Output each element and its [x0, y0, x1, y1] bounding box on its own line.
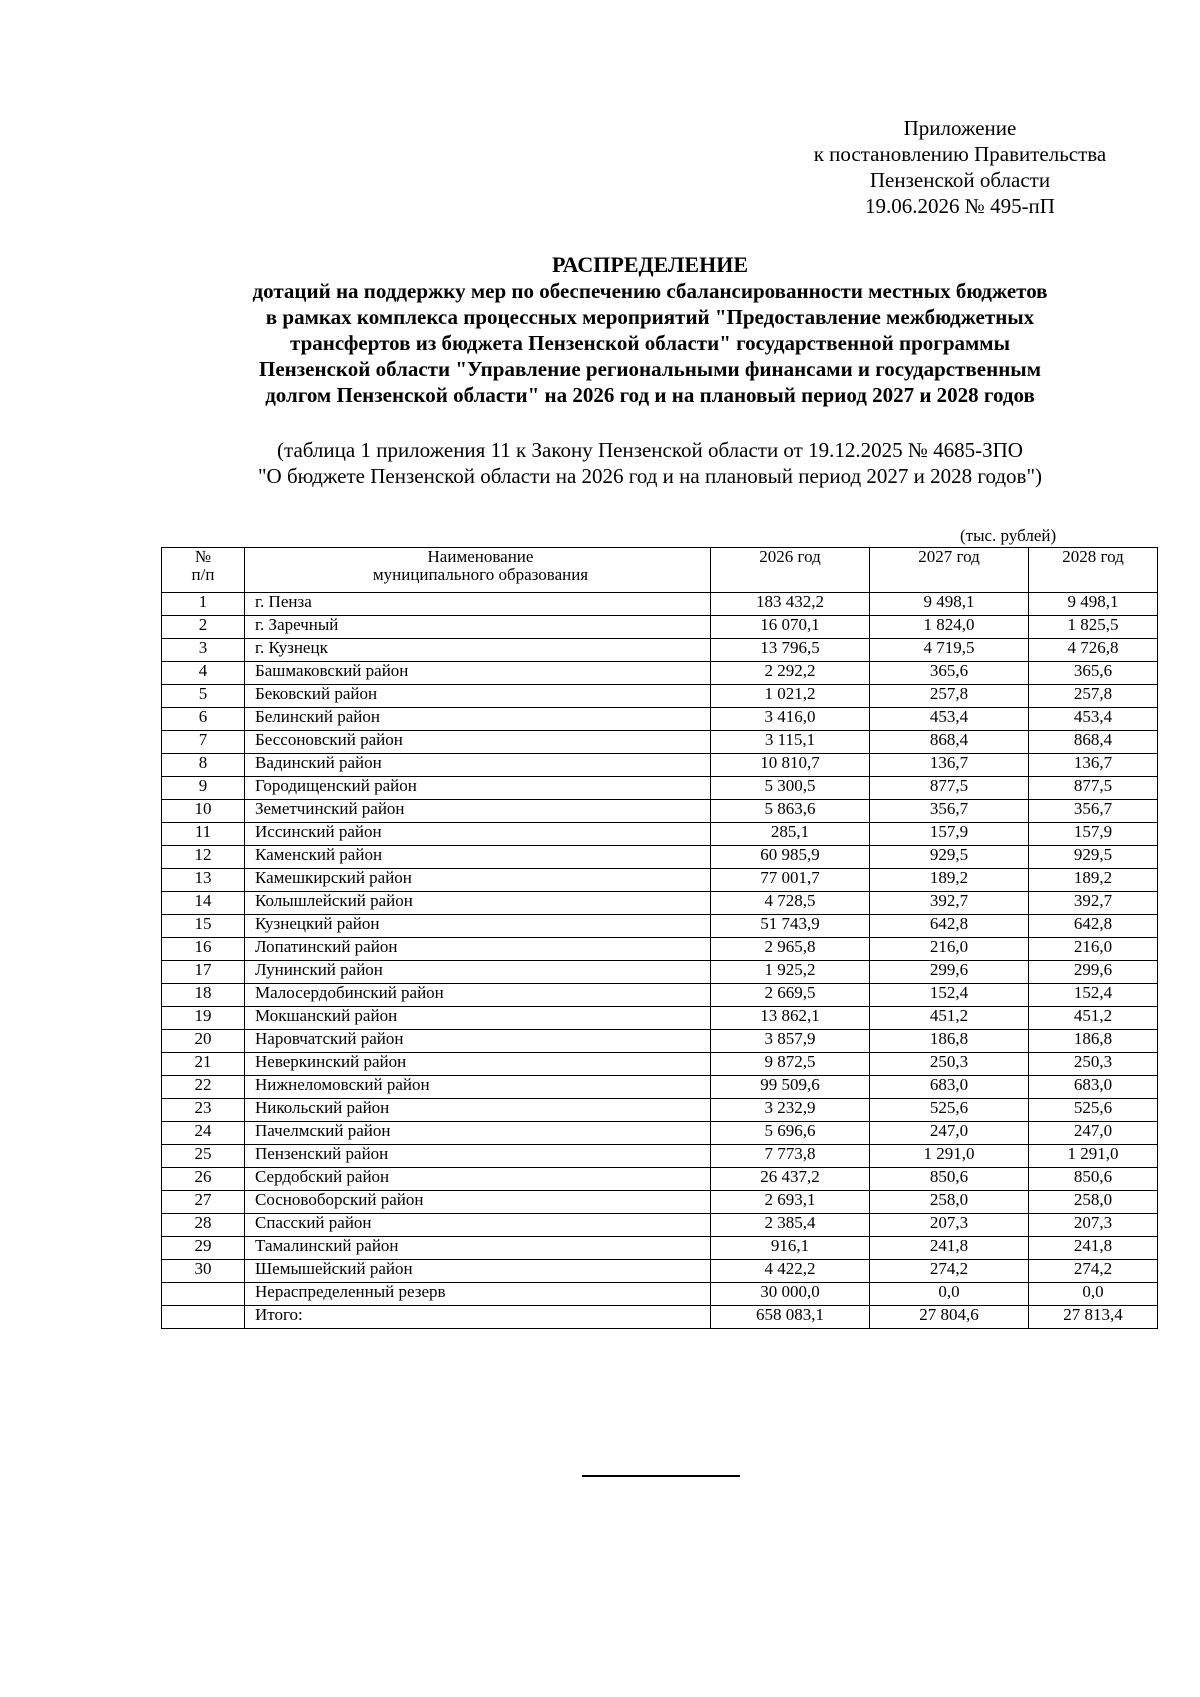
row-name-cell: Нераспределенный резерв	[245, 1283, 711, 1306]
row-name-cell: г. Пенза	[245, 593, 711, 616]
row-2026-cell: 99 509,6	[711, 1076, 870, 1099]
subtitle-line: дотаций на поддержку мер по обеспечению сбалансированности местных бюджетов	[252, 279, 1048, 303]
row-2028-cell: 877,5	[1029, 777, 1158, 800]
row-2026-cell: 285,1	[711, 823, 870, 846]
row-2027-cell: 929,5	[870, 846, 1029, 869]
table-row	[162, 869, 1158, 892]
row-name-cell: Каменский район	[245, 846, 711, 869]
row-number-cell: 2	[162, 616, 245, 639]
header-name	[245, 548, 711, 593]
row-2026-cell: 77 001,7	[711, 869, 870, 892]
row-2028-cell: 216,0	[1029, 938, 1158, 961]
row-2027-cell: 4 719,5	[870, 639, 1029, 662]
closing-rule	[582, 1475, 740, 1477]
units-label: (тыс. рублей)	[960, 526, 1057, 545]
row-2028-cell: 257,8	[1029, 685, 1158, 708]
table-row	[162, 1099, 1158, 1122]
table-row	[162, 754, 1158, 777]
row-2028-cell: 186,8	[1029, 1030, 1158, 1053]
row-name-cell: Итого:	[245, 1306, 711, 1329]
row-2027-cell: 1 824,0	[870, 616, 1029, 639]
row-name-cell: Колышлейский район	[245, 892, 711, 915]
row-2026-cell: 1 021,2	[711, 685, 870, 708]
header-name-line2: муниципального образования	[372, 565, 589, 584]
row-2026-cell: 4 728,5	[711, 892, 870, 915]
row-2028-cell: 392,7	[1029, 892, 1158, 915]
row-number-cell: 30	[162, 1260, 245, 1283]
row-name-cell: Бессоновский район	[245, 731, 711, 754]
row-2027-cell: 850,6	[870, 1168, 1029, 1191]
row-number-cell: 20	[162, 1030, 245, 1053]
row-2026-cell: 5 696,6	[711, 1122, 870, 1145]
row-2026-cell: 2 385,4	[711, 1214, 870, 1237]
row-number-cell: 5	[162, 685, 245, 708]
appendix-line: Приложение	[903, 116, 1017, 140]
row-2026-cell: 1 925,2	[711, 961, 870, 984]
row-number-cell: 24	[162, 1122, 245, 1145]
row-2026-cell: 13 796,5	[711, 639, 870, 662]
row-2026-cell: 10 810,7	[711, 754, 870, 777]
table-row	[162, 800, 1158, 823]
row-2028-cell: 0,0	[1029, 1283, 1158, 1306]
table-row	[162, 685, 1158, 708]
table-header-row	[162, 548, 1158, 593]
table-row	[162, 708, 1158, 731]
row-name-cell: Наровчатский район	[245, 1030, 711, 1053]
row-2026-cell: 4 422,2	[711, 1260, 870, 1283]
header-2028: 2028 год	[1029, 548, 1158, 593]
row-name-cell: Пензенский район	[245, 1145, 711, 1168]
row-2027-cell: 392,7	[870, 892, 1029, 915]
row-2028-cell: 136,7	[1029, 754, 1158, 777]
row-name-cell: Кузнецкий район	[245, 915, 711, 938]
row-number-cell: 1	[162, 593, 245, 616]
row-2028-cell: 4 726,8	[1029, 639, 1158, 662]
row-number-cell: 12	[162, 846, 245, 869]
row-2027-cell: 157,9	[870, 823, 1029, 846]
row-2027-cell: 451,2	[870, 1007, 1029, 1030]
row-2027-cell: 453,4	[870, 708, 1029, 731]
table-row	[162, 823, 1158, 846]
row-2028-cell: 642,8	[1029, 915, 1158, 938]
row-number-cell: 3	[162, 639, 245, 662]
row-name-cell: Шемышейский район	[245, 1260, 711, 1283]
table-row	[162, 1076, 1158, 1099]
row-2027-cell: 525,6	[870, 1099, 1029, 1122]
row-2026-cell: 2 292,2	[711, 662, 870, 685]
table-row	[162, 1007, 1158, 1030]
table-row	[162, 616, 1158, 639]
row-number-cell: 18	[162, 984, 245, 1007]
row-2027-cell: 207,3	[870, 1214, 1029, 1237]
reference-line: "О бюджете Пензенской области на 2026 год и на плановый период 2027 и 2028 годов")	[257, 464, 1043, 488]
row-2026-cell: 3 115,1	[711, 731, 870, 754]
row-number-cell: 17	[162, 961, 245, 984]
table-row	[162, 1030, 1158, 1053]
row-2026-cell: 3 232,9	[711, 1099, 870, 1122]
row-number-cell: 13	[162, 869, 245, 892]
subtitle-line: Пензенской области "Управление региональными финансами и государственным	[258, 357, 1041, 381]
table-row	[162, 938, 1158, 961]
row-name-cell: Вадинский район	[245, 754, 711, 777]
row-number-cell: 7	[162, 731, 245, 754]
row-2028-cell: 27 813,4	[1029, 1306, 1158, 1329]
table-row	[162, 915, 1158, 938]
row-number-cell: 11	[162, 823, 245, 846]
row-2028-cell: 189,2	[1029, 869, 1158, 892]
row-name-cell: Городищенский район	[245, 777, 711, 800]
row-number-cell: 6	[162, 708, 245, 731]
row-name-cell: Никольский район	[245, 1099, 711, 1122]
table-row	[162, 1053, 1158, 1076]
header-number	[162, 548, 245, 593]
law-reference	[150, 437, 1150, 489]
table-row	[162, 662, 1158, 685]
row-2027-cell: 250,3	[870, 1053, 1029, 1076]
row-number-cell: 14	[162, 892, 245, 915]
row-name-cell: Бековский район	[245, 685, 711, 708]
row-name-cell: Мокшанский район	[245, 1007, 711, 1030]
row-number-cell: 21	[162, 1053, 245, 1076]
table-row	[162, 1306, 1158, 1329]
row-2028-cell: 1 291,0	[1029, 1145, 1158, 1168]
table-body	[162, 593, 1158, 1329]
row-2028-cell: 299,6	[1029, 961, 1158, 984]
row-2028-cell: 157,9	[1029, 823, 1158, 846]
row-2027-cell: 189,2	[870, 869, 1029, 892]
row-2028-cell: 258,0	[1029, 1191, 1158, 1214]
row-name-cell: Пачелмский район	[245, 1122, 711, 1145]
document-title: РАСПРЕДЕЛЕНИЕ	[551, 252, 748, 277]
row-number-cell: 29	[162, 1237, 245, 1260]
row-name-cell: Сосновоборский район	[245, 1191, 711, 1214]
row-2026-cell: 2 965,8	[711, 938, 870, 961]
appendix-line: Пензенской области	[869, 168, 1051, 192]
table-row	[162, 1122, 1158, 1145]
row-number-cell: 8	[162, 754, 245, 777]
row-2028-cell: 356,7	[1029, 800, 1158, 823]
title-block	[150, 252, 1150, 408]
table-row	[162, 1191, 1158, 1214]
row-2027-cell: 9 498,1	[870, 593, 1029, 616]
header-2026: 2026 год	[711, 548, 870, 593]
row-2027-cell: 152,4	[870, 984, 1029, 1007]
row-name-cell: Неверкинский район	[245, 1053, 711, 1076]
header-2027: 2027 год	[870, 548, 1029, 593]
row-2028-cell: 1 825,5	[1029, 616, 1158, 639]
row-2027-cell: 683,0	[870, 1076, 1029, 1099]
row-2027-cell: 0,0	[870, 1283, 1029, 1306]
row-2026-cell: 183 432,2	[711, 593, 870, 616]
row-2028-cell: 525,6	[1029, 1099, 1158, 1122]
appendix-line: к постановлению Правительства	[813, 142, 1107, 166]
row-number-cell: 23	[162, 1099, 245, 1122]
row-number-cell: 28	[162, 1214, 245, 1237]
reference-line: (таблица 1 приложения 11 к Закону Пензенской области от 19.12.2025 № 4685-ЗПО	[277, 438, 1023, 462]
row-number-cell: 25	[162, 1145, 245, 1168]
row-number-cell: 4	[162, 662, 245, 685]
row-2027-cell: 1 291,0	[870, 1145, 1029, 1168]
header-name-line1: Наименование	[427, 547, 534, 566]
document-subtitle	[150, 278, 1150, 408]
table-row	[162, 892, 1158, 915]
row-2026-cell: 30 000,0	[711, 1283, 870, 1306]
row-2027-cell: 258,0	[870, 1191, 1029, 1214]
row-name-cell: Тамалинский район	[245, 1237, 711, 1260]
table-row	[162, 731, 1158, 754]
row-2026-cell: 2 669,5	[711, 984, 870, 1007]
subtitle-line: в рамках комплекса процессных мероприятий "Предоставление межбюджетных	[265, 305, 1035, 329]
row-2028-cell: 683,0	[1029, 1076, 1158, 1099]
row-2028-cell: 241,8	[1029, 1237, 1158, 1260]
row-2028-cell: 152,4	[1029, 984, 1158, 1007]
row-2027-cell: 877,5	[870, 777, 1029, 800]
row-2027-cell: 241,8	[870, 1237, 1029, 1260]
row-2026-cell: 60 985,9	[711, 846, 870, 869]
row-2028-cell: 453,4	[1029, 708, 1158, 731]
row-name-cell: Нижнеломовский район	[245, 1076, 711, 1099]
row-2028-cell: 365,6	[1029, 662, 1158, 685]
row-2027-cell: 356,7	[870, 800, 1029, 823]
row-2026-cell: 5 863,6	[711, 800, 870, 823]
subtitle-line: долгом Пензенской области" на 2026 год и на плановый период 2027 и 2028 годов	[265, 383, 1035, 407]
row-2028-cell: 451,2	[1029, 1007, 1158, 1030]
row-2028-cell: 929,5	[1029, 846, 1158, 869]
row-2027-cell: 365,6	[870, 662, 1029, 685]
row-name-cell: г. Заречный	[245, 616, 711, 639]
table-row	[162, 1237, 1158, 1260]
row-number-cell: 10	[162, 800, 245, 823]
row-2026-cell: 5 300,5	[711, 777, 870, 800]
row-2026-cell: 16 070,1	[711, 616, 870, 639]
header-number-line2: п/п	[191, 565, 215, 584]
row-2027-cell: 247,0	[870, 1122, 1029, 1145]
row-name-cell: Камешкирский район	[245, 869, 711, 892]
row-2028-cell: 207,3	[1029, 1214, 1158, 1237]
appendix-block	[760, 115, 1160, 219]
header-number-line1: №	[194, 547, 212, 566]
row-number-cell: 27	[162, 1191, 245, 1214]
row-2027-cell: 642,8	[870, 915, 1029, 938]
row-2028-cell: 868,4	[1029, 731, 1158, 754]
row-2026-cell: 51 743,9	[711, 915, 870, 938]
table-row	[162, 1168, 1158, 1191]
row-2027-cell: 136,7	[870, 754, 1029, 777]
row-number-cell	[162, 1306, 245, 1329]
table-row	[162, 984, 1158, 1007]
row-2026-cell: 26 437,2	[711, 1168, 870, 1191]
row-2028-cell: 9 498,1	[1029, 593, 1158, 616]
table-row	[162, 1260, 1158, 1283]
table-row	[162, 1283, 1158, 1306]
table-row	[162, 593, 1158, 616]
row-name-cell: Спасский район	[245, 1214, 711, 1237]
row-number-cell	[162, 1283, 245, 1306]
row-number-cell: 26	[162, 1168, 245, 1191]
table-row	[162, 639, 1158, 662]
row-2027-cell: 274,2	[870, 1260, 1029, 1283]
row-2028-cell: 850,6	[1029, 1168, 1158, 1191]
row-2026-cell: 916,1	[711, 1237, 870, 1260]
row-2026-cell: 3 416,0	[711, 708, 870, 731]
row-name-cell: Башмаковский район	[245, 662, 711, 685]
row-2026-cell: 658 083,1	[711, 1306, 870, 1329]
table-row	[162, 1214, 1158, 1237]
row-name-cell: г. Кузнецк	[245, 639, 711, 662]
row-2027-cell: 27 804,6	[870, 1306, 1029, 1329]
row-name-cell: Малосердобинский район	[245, 984, 711, 1007]
row-2026-cell: 2 693,1	[711, 1191, 870, 1214]
row-number-cell: 15	[162, 915, 245, 938]
row-number-cell: 16	[162, 938, 245, 961]
row-2026-cell: 13 862,1	[711, 1007, 870, 1030]
row-name-cell: Иссинский район	[245, 823, 711, 846]
row-name-cell: Земетчинский район	[245, 800, 711, 823]
table-row	[162, 1145, 1158, 1168]
row-2026-cell: 3 857,9	[711, 1030, 870, 1053]
row-2027-cell: 216,0	[870, 938, 1029, 961]
row-number-cell: 22	[162, 1076, 245, 1099]
row-name-cell: Лунинский район	[245, 961, 711, 984]
row-number-cell: 9	[162, 777, 245, 800]
row-2028-cell: 274,2	[1029, 1260, 1158, 1283]
row-2027-cell: 186,8	[870, 1030, 1029, 1053]
row-2028-cell: 247,0	[1029, 1122, 1158, 1145]
subtitle-line: трансфертов из бюджета Пензенской области" государственной программы	[290, 331, 1010, 355]
row-name-cell: Белинский район	[245, 708, 711, 731]
row-2027-cell: 257,8	[870, 685, 1029, 708]
row-number-cell: 19	[162, 1007, 245, 1030]
row-2027-cell: 299,6	[870, 961, 1029, 984]
table-row	[162, 961, 1158, 984]
row-2027-cell: 868,4	[870, 731, 1029, 754]
row-name-cell: Сердобский район	[245, 1168, 711, 1191]
row-2028-cell: 250,3	[1029, 1053, 1158, 1076]
row-2026-cell: 9 872,5	[711, 1053, 870, 1076]
distribution-table	[161, 547, 1158, 1329]
table-row	[162, 846, 1158, 869]
row-name-cell: Лопатинский район	[245, 938, 711, 961]
appendix-date-number: 19.06.2026 № 495-пП	[865, 194, 1055, 218]
row-2026-cell: 7 773,8	[711, 1145, 870, 1168]
table-row	[162, 777, 1158, 800]
